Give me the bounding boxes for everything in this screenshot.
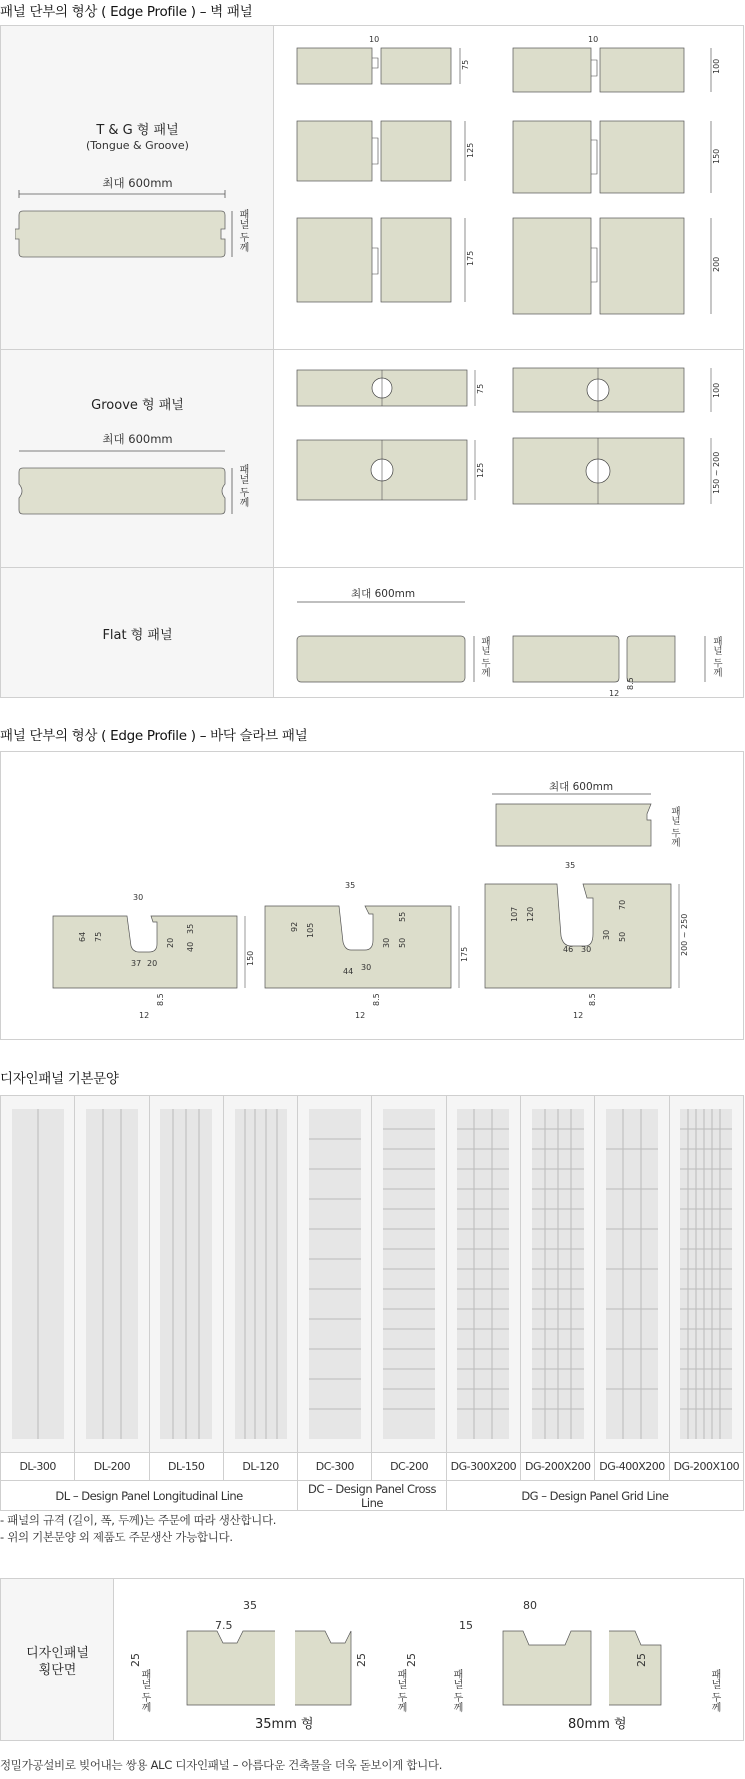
fp3-dim-12: 12 xyxy=(573,1011,584,1020)
pattern-dl-150 xyxy=(149,1096,223,1453)
fp2-dim-35: 35 xyxy=(345,881,356,890)
wall-heading: 패널 단부의 형상 ( Edge Profile ) – 벽 패널 xyxy=(0,4,253,20)
pattern-name: DL-120 xyxy=(223,1453,297,1481)
tg-profile-drawings xyxy=(275,26,743,348)
cs35-thickness-label-right: 패널 두께 xyxy=(395,1669,406,1713)
tg-thk-175: 175 xyxy=(466,250,475,266)
cs35-dim-25a: 25 xyxy=(129,1653,142,1667)
cross-section-box xyxy=(0,1578,744,1741)
cs35-dim-75: 7.5 xyxy=(215,1619,233,1632)
tg-thk-75: 75 xyxy=(461,59,470,70)
fp2-dim-92: 92 xyxy=(290,921,299,932)
pattern-dc-300 xyxy=(298,1096,372,1453)
fp3-dim-107: 107 xyxy=(510,906,519,922)
fp2-dim-12: 12 xyxy=(355,1011,366,1020)
tg-subtitle: (Tongue & Groove) xyxy=(86,139,189,152)
flat-title: Flat 형 패널 xyxy=(102,628,173,643)
groove-width-label: 최대 600mm xyxy=(102,432,173,446)
cs80-dim-80: 80 xyxy=(523,1599,537,1612)
cs80-dim-25b: 25 xyxy=(635,1653,648,1667)
svg-text:10: 10 xyxy=(588,35,599,44)
pattern-name: DG-200X100 xyxy=(669,1453,743,1481)
fp1-dim-85: 8.5 xyxy=(156,993,165,1006)
fp3-dim-70: 70 xyxy=(618,899,627,910)
pattern-name: DG-400X200 xyxy=(595,1453,669,1481)
pattern-name: DL-300 xyxy=(1,1453,75,1481)
fp2-dim-105: 105 xyxy=(306,922,315,938)
cs80-thickness-label-right: 패널 두께 xyxy=(709,1669,720,1713)
note-2: - 위의 기본문양 외 제품도 주문생산 가능합니다. xyxy=(0,1530,233,1544)
fp1-dim-12: 12 xyxy=(139,1011,150,1020)
cross-section-label: 디자인패널 횡단면 xyxy=(26,1646,89,1678)
note-1: - 패널의 규격 (길이, 폭, 두께)는 주문에 따라 생산합니다. xyxy=(0,1513,277,1527)
fp2-dim-85: 8.5 xyxy=(372,993,381,1006)
pattern-dl-200 xyxy=(75,1096,149,1453)
pattern-name: DG-300X200 xyxy=(446,1453,520,1481)
pattern-dg-300x200 xyxy=(446,1096,520,1453)
pattern-dg-200x100 xyxy=(669,1096,743,1453)
tg-thk-200: 200 xyxy=(712,256,721,272)
flat-dim-85: 8.5 xyxy=(626,677,635,690)
pattern-dc-200 xyxy=(372,1096,446,1453)
tg-thk-150: 150 xyxy=(712,148,721,164)
pattern-dg-400x200 xyxy=(595,1096,669,1453)
groove-thk-125: 125 xyxy=(476,462,485,478)
groove-panel-drawing xyxy=(15,446,255,536)
groove-thk-100: 100 xyxy=(712,382,721,398)
pattern-name: DC-200 xyxy=(372,1453,446,1481)
fp1-thickness: 150 xyxy=(246,950,255,966)
flat-dim-12: 12 xyxy=(609,689,620,696)
fp2-dim-30: 30 xyxy=(382,937,391,948)
flat-profile-drawings xyxy=(275,568,743,696)
group-dg: DG – Design Panel Grid Line xyxy=(446,1481,743,1511)
fp3-dim-35: 35 xyxy=(565,861,576,870)
tg-title: T & G 형 패널 xyxy=(96,123,179,138)
pattern-name: DG-200X200 xyxy=(521,1453,595,1481)
floor-heading: 패널 단부의 형상 ( Edge Profile ) – 바닥 슬라브 패널 xyxy=(0,728,308,744)
pattern-name: DC-300 xyxy=(298,1453,372,1481)
pattern-name: DL-150 xyxy=(149,1453,223,1481)
fp3-dim-85: 8.5 xyxy=(588,993,597,1006)
flat-width-label: 최대 600mm xyxy=(351,588,416,600)
groove-thk-75: 75 xyxy=(476,383,485,394)
fp1-dim-20: 20 xyxy=(166,937,175,948)
design-pattern-table xyxy=(0,1095,744,1511)
fp3-thickness: 200 ~ 250 xyxy=(680,913,689,956)
tg-thk-125: 125 xyxy=(466,142,475,158)
fp2-dim-55: 55 xyxy=(398,911,407,922)
group-dl: DL – Design Panel Longitudinal Line xyxy=(1,1481,298,1511)
fp1-dim-75: 75 xyxy=(94,931,103,942)
tg-thickness-label: 패널 두께 xyxy=(237,209,248,253)
pattern-name: DL-200 xyxy=(75,1453,149,1481)
cs35-dim-25b: 25 xyxy=(355,1653,368,1667)
cs80-dim-25a: 25 xyxy=(405,1653,418,1667)
floor-thickness-label: 패널 두께 xyxy=(669,806,680,848)
fp1-dim-37: 37 xyxy=(131,959,142,968)
cs35-caption: 35mm 형 xyxy=(255,1717,314,1732)
cs80-dim-15: 15 xyxy=(459,1619,473,1632)
flat-thickness-label-1: 패널 두께 xyxy=(479,636,490,678)
footer-text: 정밀가공설비로 빚어내는 쌍용 ALC 디자인패널 – 아름다운 건축물을 더욱 돋보이게 합니다. xyxy=(0,1758,443,1772)
cs80-thickness-label-left: 패널 두께 xyxy=(451,1669,462,1713)
flat-thickness-label-2: 패널 두께 xyxy=(711,636,722,678)
fp1-dim-64: 64 xyxy=(78,931,87,942)
fp1-dim-35: 35 xyxy=(186,923,195,934)
floor-panel-box xyxy=(0,751,744,1040)
fp1-dim-30: 30 xyxy=(133,893,144,902)
groove-profile-drawings xyxy=(275,350,743,566)
fp2-thickness: 175 xyxy=(460,946,469,962)
fp3-dim-46: 46 xyxy=(563,945,574,954)
fp2-dim-30b: 30 xyxy=(361,963,372,972)
fp3-dim-120: 120 xyxy=(526,906,535,922)
design-heading: 디자인패널 기본문양 xyxy=(0,1071,119,1087)
group-dc: DC – Design Panel Cross Line xyxy=(298,1481,447,1511)
fp2-dim-50: 50 xyxy=(398,937,407,948)
groove-thk-150-200: 150 ~ 200 xyxy=(712,451,721,494)
tg-panel-drawing xyxy=(15,189,255,299)
pattern-dg-200x200 xyxy=(521,1096,595,1453)
fp3-dim-50: 50 xyxy=(618,931,627,942)
floor-width-label: 최대 600mm xyxy=(549,781,614,793)
groove-thickness-label: 패널 두께 xyxy=(237,464,248,508)
wall-panel-table xyxy=(0,25,744,698)
fp2-dim-44: 44 xyxy=(343,967,354,976)
pattern-dl-120 xyxy=(223,1096,297,1453)
floor-profile-drawings xyxy=(1,752,743,1039)
svg-text:10: 10 xyxy=(369,35,380,44)
fp3-dim-30b: 30 xyxy=(581,945,592,954)
fp3-dim-30: 30 xyxy=(602,929,611,940)
pattern-dl-300 xyxy=(1,1096,75,1453)
fp1-dim-40: 40 xyxy=(186,941,195,952)
cs35-thickness-label-left: 패널 두께 xyxy=(139,1669,150,1713)
tg-width-label: 최대 600mm xyxy=(102,176,173,190)
groove-title: Groove 형 패널 xyxy=(91,398,184,413)
cs80-caption: 80mm 형 xyxy=(568,1717,627,1732)
tg-thk-100: 100 xyxy=(712,58,721,74)
fp1-dim-20b: 20 xyxy=(147,959,158,968)
cs35-dim-35: 35 xyxy=(243,1599,257,1612)
cross-section-drawings xyxy=(115,1579,743,1740)
